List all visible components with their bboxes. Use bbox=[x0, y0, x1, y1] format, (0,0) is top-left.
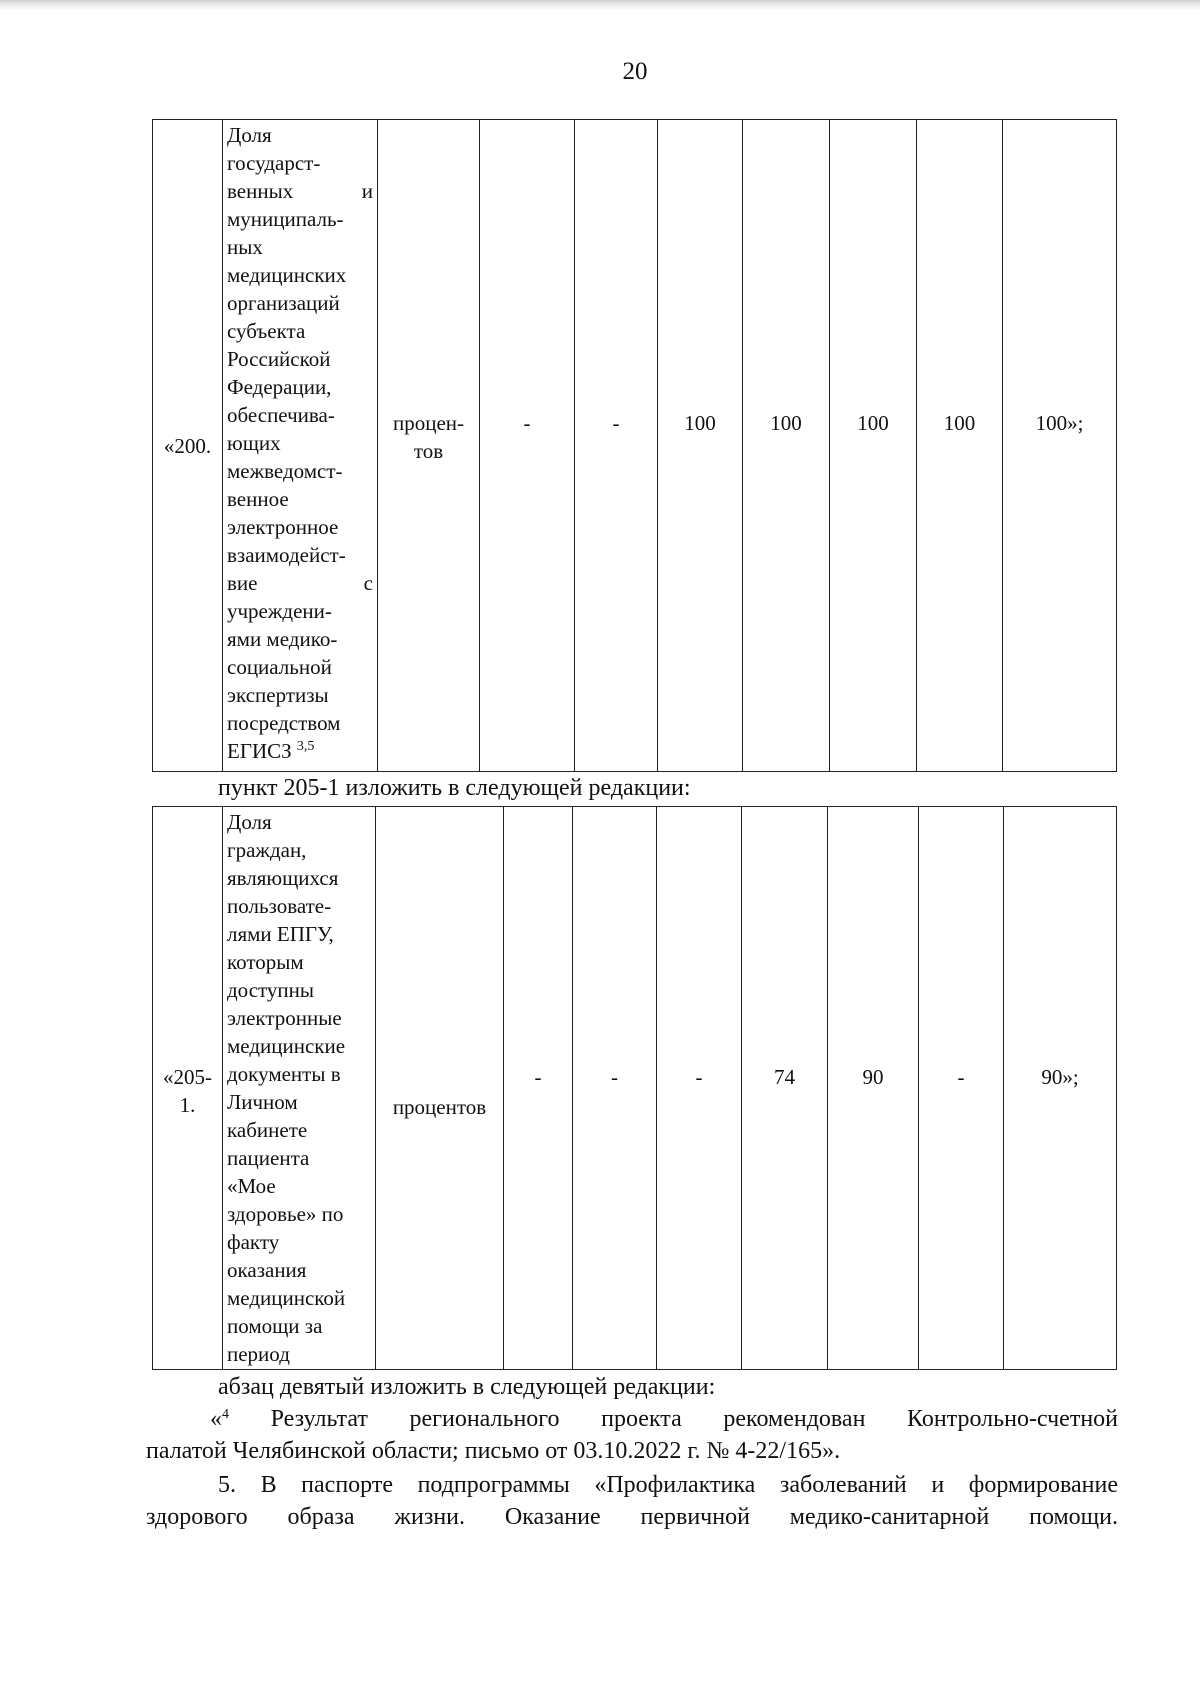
value-cell: - bbox=[573, 807, 657, 1370]
indicator-name-line: период bbox=[227, 1342, 290, 1366]
indicator-name-line: медицинской bbox=[227, 1286, 346, 1310]
indicator-name-line: Федерации, bbox=[227, 375, 332, 399]
indicator-name-line: ющих bbox=[227, 431, 281, 455]
page-number: 20 bbox=[622, 58, 648, 85]
value-cell: - bbox=[480, 120, 575, 772]
caption-abzac: абзац девятый изложить в следующей редакции: bbox=[218, 1374, 716, 1400]
indicator-name-line: Личном bbox=[227, 1090, 298, 1114]
value-cell: 100 bbox=[830, 120, 917, 772]
footnote-ref: 3,5 bbox=[296, 739, 315, 754]
indicator-table-200 bbox=[152, 119, 1117, 772]
indicator-name-line: субъекта bbox=[227, 319, 306, 343]
indicator-name-line bbox=[227, 569, 373, 597]
indicator-name-word: венных bbox=[227, 179, 294, 203]
indicator-name-line: оказания bbox=[227, 1258, 307, 1282]
indicator-name-line: документы в bbox=[227, 1062, 341, 1086]
table-row bbox=[153, 807, 1117, 1370]
indicator-name-line: межведомст- bbox=[227, 459, 343, 483]
indicator-name-line: здоровье» по bbox=[227, 1202, 344, 1226]
indicator-name-line: электронные bbox=[227, 1006, 342, 1030]
indicator-name-line: Доля bbox=[227, 123, 272, 147]
table-row bbox=[153, 120, 1117, 772]
indicator-name-line: экспертизы bbox=[227, 683, 329, 707]
row-number-cell: «200. bbox=[153, 120, 223, 772]
indicator-name-line: «Мое bbox=[227, 1174, 276, 1198]
indicator-name-line: учреждени- bbox=[227, 599, 332, 623]
indicator-name-cell bbox=[223, 807, 376, 1370]
indicator-name-line: пациента bbox=[227, 1146, 310, 1170]
value-cell: 90 bbox=[828, 807, 919, 1370]
indicator-name-line: Доля bbox=[227, 810, 272, 834]
value-cell: - bbox=[504, 807, 573, 1370]
paragraph-5-line-1: 5. В паспорте подпрограммы «Профилактика заболеваний и формирование bbox=[218, 1472, 1118, 1498]
value-cell: - bbox=[657, 807, 742, 1370]
value-cell: 100»; bbox=[1003, 120, 1117, 772]
indicator-name-line: обеспечива- bbox=[227, 403, 335, 427]
indicator-table-205-1 bbox=[152, 806, 1117, 1370]
footnote-line-1: «$^4$ Результат регионального проекта рекомендован Контрольно-счетной bbox=[210, 1406, 1119, 1432]
indicator-name-line: которым bbox=[227, 950, 304, 974]
indicator-name-last-line: ЕГИСЗ $^{3,5}$ bbox=[227, 739, 315, 763]
indicator-name-line: медицинские bbox=[227, 1034, 346, 1058]
value-cell: 90»; bbox=[1004, 807, 1117, 1370]
indicator-name-line: взаимодейст- bbox=[227, 543, 346, 567]
indicator-name-line: лями ЕПГУ, bbox=[227, 922, 334, 946]
scan-edge bbox=[0, 0, 1200, 10]
indicator-name bbox=[227, 808, 371, 1368]
footnote-line-2: палатой Челябинской области; письмо от 03.10.2022 г. № 4-22/165». bbox=[146, 1438, 841, 1464]
value-cell: 100 bbox=[743, 120, 830, 772]
indicator-name-line: ных bbox=[227, 235, 263, 259]
indicator-name-word: и bbox=[361, 179, 373, 203]
indicator-name-line: граждан, bbox=[227, 838, 307, 862]
indicator-name-word: вие bbox=[227, 571, 258, 595]
indicator-name-line: социальной bbox=[227, 655, 332, 679]
indicator-name-line: кабинете bbox=[227, 1118, 308, 1142]
indicator-name-line: муниципаль- bbox=[227, 207, 344, 231]
indicator-name-line: ями медико- bbox=[227, 627, 338, 651]
indicator-name-line: пользовате- bbox=[227, 894, 332, 918]
paragraph-5-line-2: здорового образа жизни. Оказание первичной медико-санитарной помощи. bbox=[146, 1504, 1118, 1530]
row-number-cell: «205- 1. bbox=[153, 807, 223, 1370]
indicator-name-word: с bbox=[363, 571, 373, 595]
indicator-name-line: государст- bbox=[227, 151, 321, 175]
unit-cell: процентов bbox=[376, 807, 504, 1370]
indicator-name-line: посредством bbox=[227, 711, 341, 735]
indicator-name-line: медицинских bbox=[227, 263, 347, 287]
value-cell: 100 bbox=[917, 120, 1003, 772]
indicator-name-line: являющихся bbox=[227, 866, 339, 890]
indicator-name bbox=[227, 121, 373, 737]
indicator-name-line: организаций bbox=[227, 291, 340, 315]
indicator-name-line: доступны bbox=[227, 978, 315, 1002]
indicator-name-line: электронное bbox=[227, 515, 339, 539]
indicator-name-cell bbox=[223, 120, 378, 772]
indicator-name-line: венное bbox=[227, 487, 289, 511]
value-cell: 100 bbox=[658, 120, 743, 772]
indicator-name-line: факту bbox=[227, 1230, 280, 1254]
value-cell: - bbox=[919, 807, 1004, 1370]
indicator-name-line: Российской bbox=[227, 347, 331, 371]
unit-cell: процен- тов bbox=[378, 120, 480, 772]
value-cell: - bbox=[575, 120, 658, 772]
indicator-name-line bbox=[227, 177, 373, 205]
indicator-name-line: помощи за bbox=[227, 1314, 323, 1338]
caption-item-205-1: пункт 205-1 изложить в следующей редакции: bbox=[218, 775, 691, 801]
value-cell: 74 bbox=[742, 807, 828, 1370]
